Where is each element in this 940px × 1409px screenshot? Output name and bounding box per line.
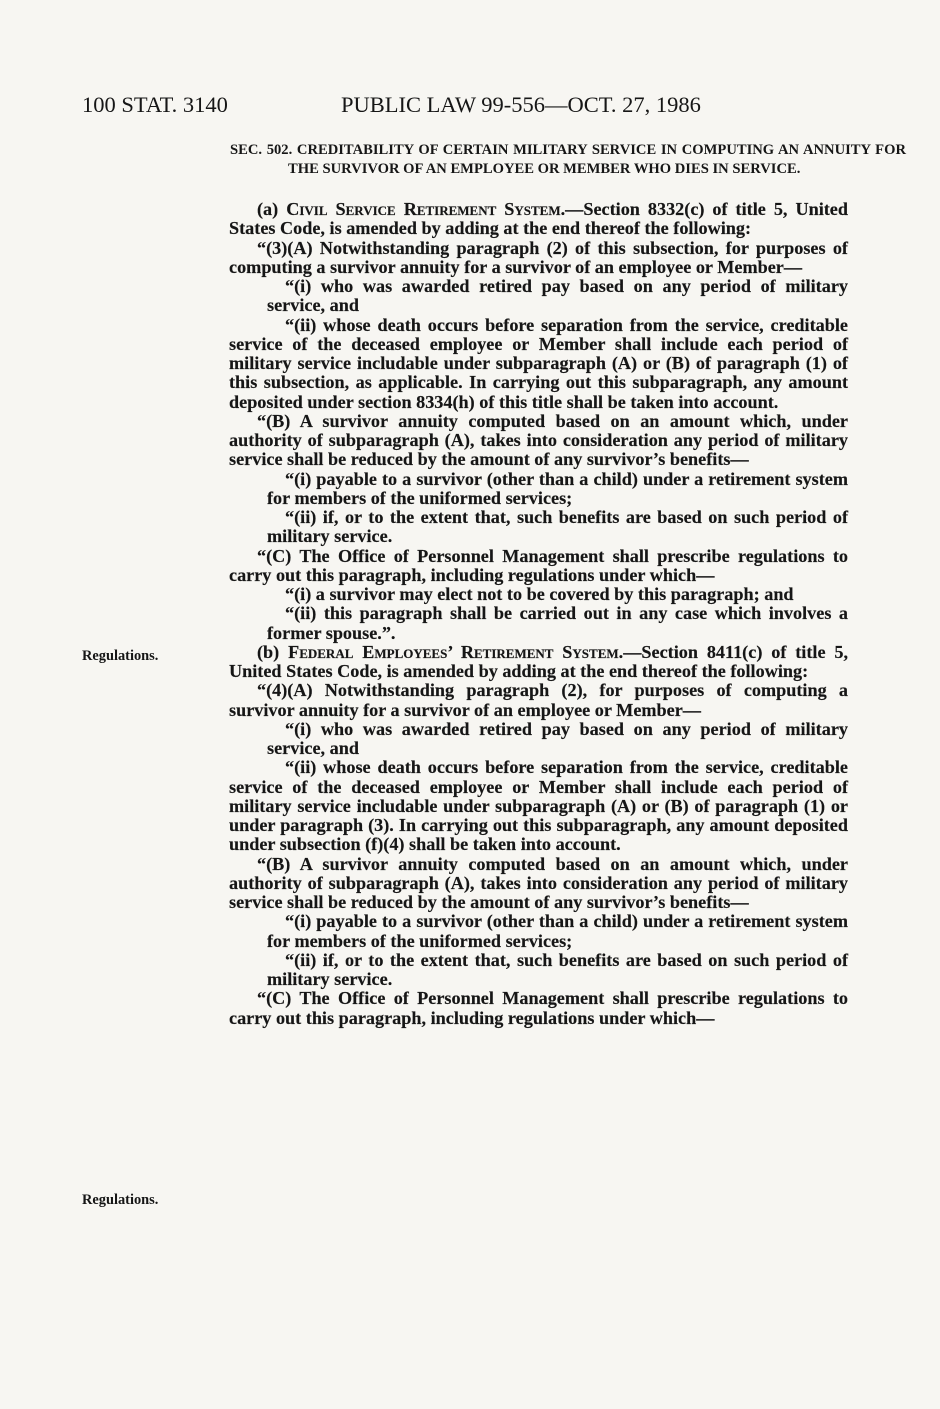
paragraph-3C: “(C) The Office of Personnel Management shall prescribe regulations to carry out this paragraph, including regulations under which— [229, 545, 848, 585]
paragraph-4C: “(C) The Office of Personnel Management shall prescribe regulations to carry out this paragraph, including regulations under which— [229, 988, 848, 1028]
clause-4B-ii: “(ii) if, or to the extent that, such benefits are based on such period of military service. [267, 949, 848, 989]
paragraph-3B: “(B) A survivor annuity computed based on an amount which, under authority of subparagraph (A), takes into consideration any period of military service shall be reduced by the amount of any survivor’s benefits— [229, 410, 848, 470]
statute-page-number: 100 STAT. 3140 [82, 92, 228, 117]
subsection-title: Civil Service Retirement System [286, 199, 561, 219]
paragraph-4B: “(B) A survivor annuity computed based on an amount which, under authority of subparagraph (A), takes into consideration any period of military service shall be reduced by the amount of any survivor’s benefits— [229, 853, 848, 912]
subsection-label: (a) [257, 199, 279, 219]
clause-3A-i: “(i) who was awarded retired pay based on any period of military service, and [267, 276, 848, 316]
document-body [229, 200, 848, 1028]
paragraph-3A: “(3)(A) Notwithstanding paragraph (2) of this subsection, for purposes of computing a survivor annuity for a survivor of an employee or Member— [229, 237, 848, 277]
paragraph-4A: “(4)(A) Notwithstanding paragraph (2), for purposes of computing a survivor annuity for a survivor of an employee or Member— [229, 680, 848, 720]
section-heading: SEC. 502. CREDITABILITY OF CERTAIN MILITARY SERVICE IN COMPUTING AN ANNUITY FOR THE SURVIVOR OF AN EMPLOYEE OR MEMBER WHO DIES IN SERVICE. [230, 142, 906, 177]
clause-4A-i: “(i) who was awarded retired pay based on any period of military service, and [267, 718, 848, 758]
margin-note-regulations: Regulations. [82, 648, 159, 664]
clause-3B-i: “(i) payable to a survivor (other than a child) under a retirement system for members of the uniformed services; [267, 468, 848, 508]
clause-3C-ii: “(ii) this paragraph shall be carried out in any case which involves a former spouse.”. [267, 603, 848, 643]
clause-4B-i: “(i) payable to a survivor (other than a child) under a retirement system for members of the uniformed services; [267, 911, 848, 951]
clause-3B-ii: “(ii) if, or to the extent that, such benefits are based on such period of military service. [267, 507, 848, 547]
page-header [0, 92, 940, 122]
subsection-a [229, 200, 848, 239]
subsection-title: Federal Employees’ Retirement System [288, 641, 619, 662]
subsection-label: (b) [257, 641, 280, 662]
subsection-text: .—Section 8332(c) of title 5, United States Code, is amended by adding at the end thereof the following: [229, 199, 848, 239]
clause-3A-ii: “(ii) whose death occurs before separation from the service, creditable service of the deceased employee or Member shall include each period of military service includable under subparagraph (A) or (B) of paragraph (1) of this subsection, as applicable. In carrying out this subparagraph, any amount deposited under section 8334(h) of this title shall be taken into account. [229, 314, 848, 412]
clause-4A-ii: “(ii) whose death occurs before separation from the service, creditable service of the deceased employee or Member shall include each period of military service includable under subparagraph (A) or (B) of paragraph (1) or under paragraph (3). In carrying out this subparagraph, any amount deposited under subsection (f)(4) shall be taken into account. [229, 757, 848, 855]
subsection-b [229, 643, 848, 682]
public-law-title: PUBLIC LAW 99-556—OCT. 27, 1986 [341, 92, 701, 117]
margin-note-regulations: Regulations. [82, 1192, 159, 1208]
clause-3C-i: “(i) a survivor may elect not to be covered by this paragraph; and [285, 584, 794, 604]
subsection-text: .—Section 8411(c) of title 5, United States Code, is amended by adding at the end thereof the following: [229, 641, 848, 681]
